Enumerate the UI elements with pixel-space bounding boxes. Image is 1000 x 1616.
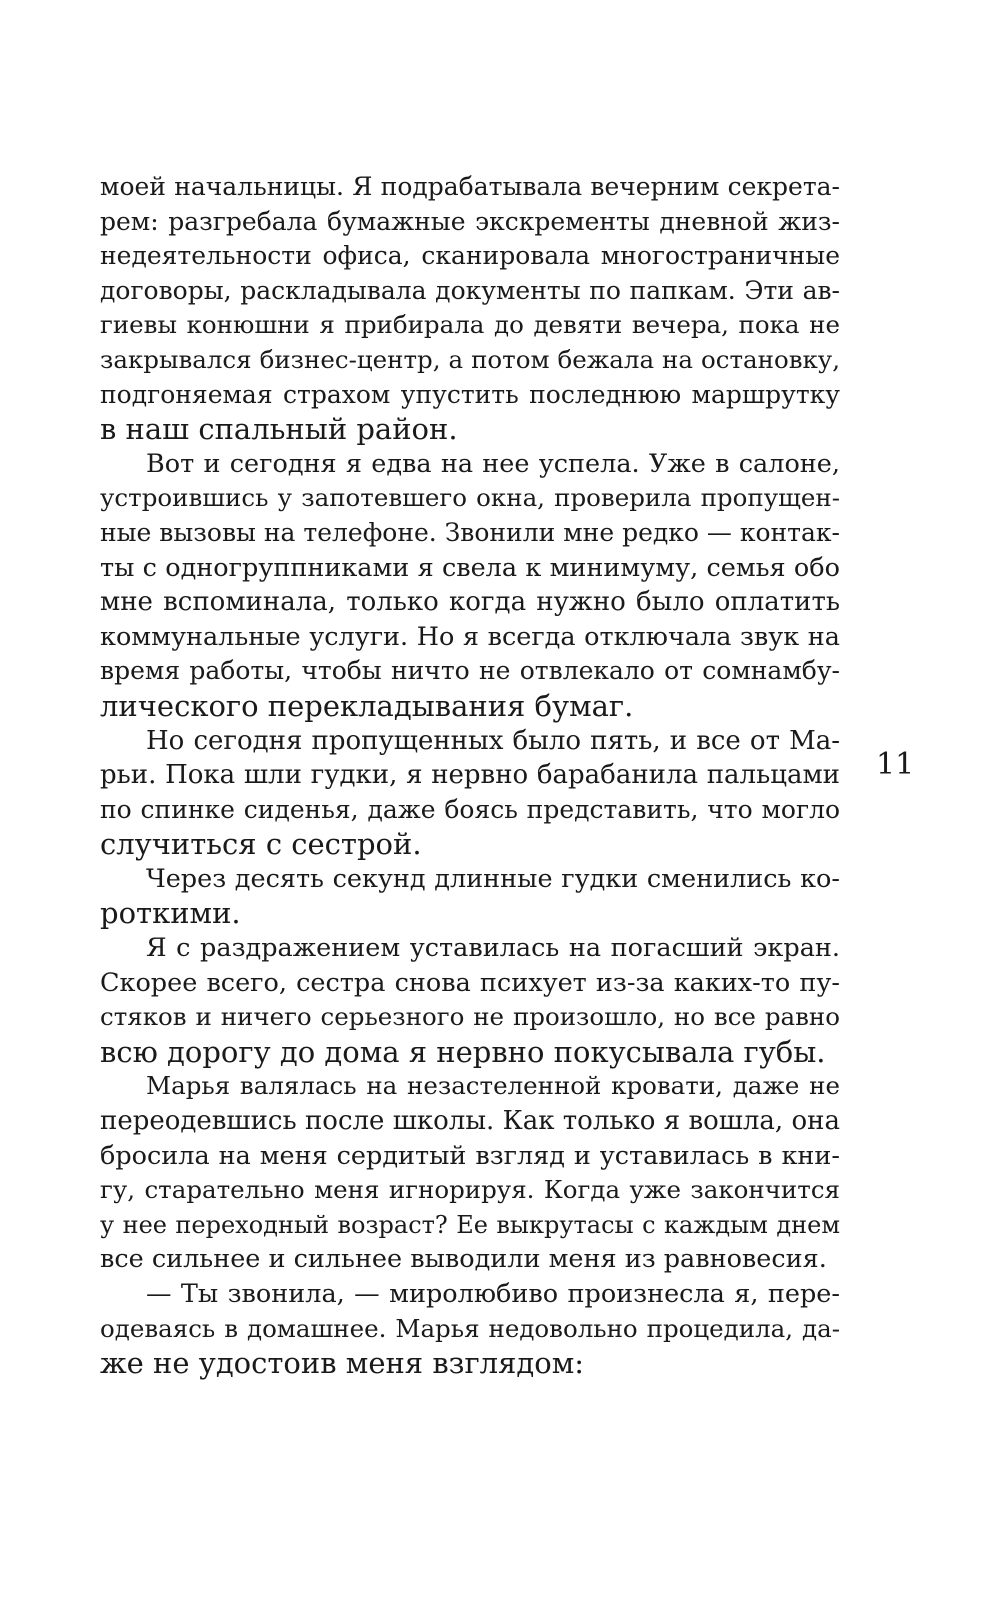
text-line: договоры, раскладывала документы по папкам. Эти ав- xyxy=(100,275,840,305)
text-line: недеятельности офиса, сканировала многостраничные xyxy=(100,241,840,271)
text-line: же не удостоив меня взглядом: xyxy=(100,1346,585,1381)
paragraph-first-line: Марья валялась на незастеленной кровати, даже не xyxy=(146,1071,840,1101)
paragraph-first-line: — Ты звонила, — миролюбиво произнесла я, пере- xyxy=(146,1279,840,1309)
text-line: мне вспоминала, только когда нужно было оплатить xyxy=(100,587,840,618)
text-line: в наш спальный район. xyxy=(100,412,458,447)
text-line: лического перекладывания бумаг. xyxy=(100,688,634,723)
text-line: бросила на меня сердитый взгляд и уставилась в кни- xyxy=(100,1140,840,1171)
text-line: ные вызовы на телефоне. Звонили мне редко — контак- xyxy=(100,517,840,547)
text-line: стяков и ничего серьезного не произошло, но все равно xyxy=(100,1002,840,1032)
text-line: моей начальницы. Я подрабатывала вечерним секрета- xyxy=(100,172,840,201)
text-line: коммунальные услуги. Но я всегда отключала звук на xyxy=(100,621,840,652)
text-line: роткими. xyxy=(100,896,241,931)
text-line: устроившись у запотевшего окна, проверила пропущен- xyxy=(100,483,840,513)
text-line: гиевы конюшни я прибирала до девяти вечера, пока не xyxy=(100,310,840,340)
text-line: время работы, чтобы ничто не отвлекало от сомнамбу- xyxy=(100,656,840,686)
body-text xyxy=(100,170,840,1381)
text-line: Скорее всего, сестра снова психует из-за каких-то пу- xyxy=(100,967,840,998)
text-line: всю дорогу до дома я нервно покусывала губы. xyxy=(100,1034,826,1069)
text-line: рем: разгребала бумажные экскременты дневной жиз- xyxy=(100,206,840,236)
text-line: гу, старательно меня игнорируя. Когда уже закончится xyxy=(100,1175,840,1205)
text-line: рьи. Пока шли гудки, я нервно барабанила пальцами xyxy=(100,760,840,791)
text-line: подгоняемая страхом упустить последнюю маршрутку xyxy=(100,379,840,409)
text-line: случиться с сестрой. xyxy=(100,827,422,862)
text-line: у нее переходный возраст? Ее выкрутасы с каждым днем xyxy=(100,1210,840,1239)
text-line: ты с одногруппниками я свела к минимуму, семья обо xyxy=(100,552,840,583)
text-line: по спинке сиденья, даже боясь представить, что могло xyxy=(100,794,840,824)
page-number: 11 xyxy=(876,747,915,782)
text-line: закрывался бизнес-центр, а потом бежала на остановку, xyxy=(100,344,840,374)
paragraph-first-line: Вот и сегодня я едва на нее успела. Уже в салоне, xyxy=(146,448,840,479)
paragraph-first-line: Через десять секунд длинные гудки сменились ко- xyxy=(146,863,840,894)
text-line: одеваясь в домашнее. Марья недовольно процедила, да- xyxy=(100,1313,840,1343)
text-line: переодевшись после школы. Как только я вошла, она xyxy=(100,1106,840,1137)
paragraph-first-line: Я с раздражением уставилась на погасший экран. xyxy=(146,933,840,964)
paragraph-first-line: Но сегодня пропущенных было пять, и все от Ма- xyxy=(146,725,840,756)
text-line: все сильнее и сильнее выводили меня из равновесия. xyxy=(100,1244,827,1275)
